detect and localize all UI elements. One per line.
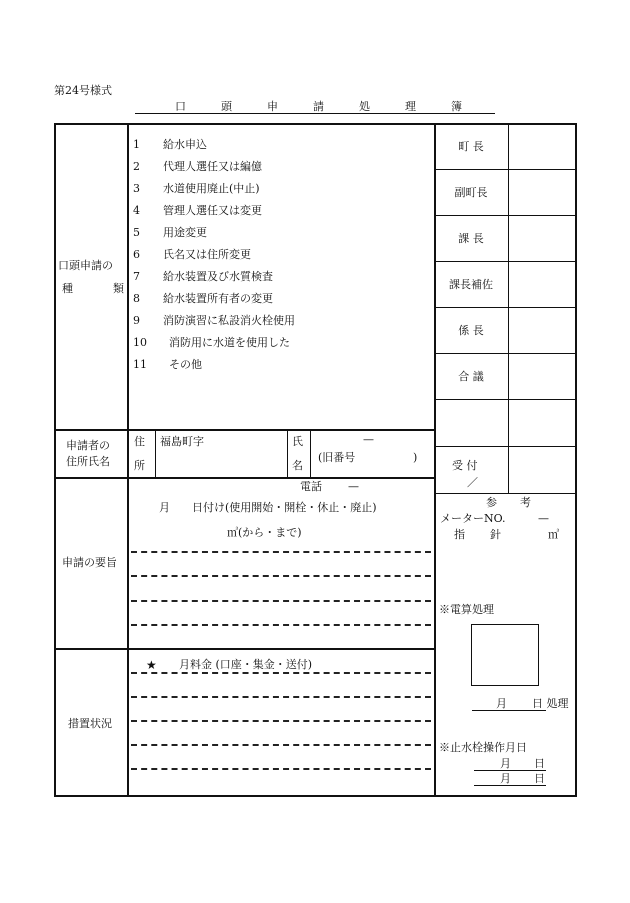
type-label: その他 — [169, 358, 202, 371]
address-label-bottom: 所 — [134, 459, 145, 472]
approval-assistant-chief: 課長補佐 — [449, 278, 493, 291]
measures-dotted-line[interactable] — [131, 768, 431, 770]
name-dash: — — [363, 433, 374, 446]
measures-dotted-line[interactable] — [131, 744, 431, 746]
divider — [310, 429, 311, 477]
hydrant-day-1: 日 — [534, 757, 545, 770]
divider — [127, 123, 129, 797]
types-label-line2a: 種 — [62, 282, 73, 295]
purpose-month: 月 — [159, 501, 170, 514]
hydrant-month-1: 月 — [500, 757, 511, 770]
purpose-dotted-line[interactable] — [131, 551, 431, 553]
purpose-label: 申請の要旨 — [62, 556, 117, 569]
type-label: 用途変更 — [163, 226, 207, 239]
stamp-box-section-chief[interactable] — [509, 216, 576, 261]
reading-label-b: 針 — [490, 528, 501, 541]
hydrant-month-2: 月 — [500, 772, 511, 785]
old-number-close: ) — [413, 451, 418, 464]
process-date-underline — [472, 710, 546, 711]
form-number: 第24号様式 — [54, 84, 112, 97]
measures-dotted-line[interactable] — [131, 672, 431, 674]
title-char: 簿 — [451, 100, 462, 113]
types-label-line2b: 類 — [113, 282, 124, 295]
approval-mayor: 町 長 — [458, 140, 484, 153]
phone-label: 電話 — [300, 480, 322, 493]
stamp-box-consultation[interactable] — [509, 354, 576, 399]
type-label: 消防用に水道を使用した — [169, 336, 290, 349]
title-char: 口 — [175, 100, 186, 113]
phone-dash: — — [348, 480, 359, 493]
hydrant-day-2: 日 — [534, 772, 545, 785]
reception-slash: ／ — [467, 476, 478, 489]
stamp-box-assistant-chief[interactable] — [509, 262, 576, 307]
process-month: 月 — [496, 697, 507, 710]
approval-deputy-mayor: 副町長 — [454, 186, 488, 199]
old-number-label: (旧番号 — [318, 451, 356, 464]
meter-dash: — — [538, 512, 549, 525]
star-icon: ★ — [146, 658, 157, 672]
divider — [287, 429, 288, 477]
measures-dotted-line[interactable] — [131, 720, 431, 722]
approval-section-chief: 課 長 — [458, 232, 484, 245]
divider — [434, 123, 436, 797]
address-label-top: 住 — [134, 435, 145, 448]
divider — [434, 399, 577, 400]
divider — [155, 429, 156, 477]
type-no: 11 — [133, 358, 147, 371]
stamp-box-subsection-chief[interactable] — [509, 308, 576, 353]
type-no: 3 — [133, 182, 140, 195]
name-label-bottom: 名 — [292, 459, 303, 472]
measures-fee: 月料金 (口座・集金・送付) — [179, 658, 313, 671]
measures-dotted-line[interactable] — [131, 696, 431, 698]
calc-stamp-box[interactable] — [471, 624, 539, 686]
form-title — [135, 100, 495, 114]
type-no: 5 — [133, 226, 140, 239]
type-label: 水道使用廃止(中止) — [163, 182, 260, 195]
meter-label: メーターNO. — [440, 512, 506, 525]
purpose-date-line: 日付け(使用開始・開栓・休止・廃止) — [192, 501, 377, 514]
process-day: 日 処理 — [532, 697, 569, 710]
stamp-box-deputy-mayor[interactable] — [509, 170, 576, 215]
title-char: 処 — [359, 100, 370, 113]
hydrant-underline-1 — [474, 770, 546, 771]
type-label: 給水申込 — [163, 138, 207, 151]
applicant-label-line2: 住所氏名 — [66, 455, 110, 468]
purpose-dotted-line[interactable] — [131, 624, 431, 626]
address-value[interactable]: 福島町字 — [160, 435, 204, 448]
divider — [434, 493, 577, 494]
approval-subsection-chief: 係 長 — [458, 324, 484, 337]
purpose-dotted-line[interactable] — [131, 575, 431, 577]
reading-label-a: 指 — [454, 528, 465, 541]
reference-title-a: 参 — [486, 496, 497, 509]
hydrant-underline-2 — [474, 785, 546, 786]
title-char: 頭 — [221, 100, 232, 113]
type-no: 6 — [133, 248, 140, 261]
divider — [54, 429, 434, 431]
type-no: 10 — [133, 336, 147, 349]
type-label: 管理人選任又は変更 — [163, 204, 262, 217]
calc-label: ※電算処理 — [439, 603, 494, 616]
title-char: 請 — [313, 100, 324, 113]
type-no: 9 — [133, 314, 140, 327]
hydrant-label: ※止水栓操作月日 — [439, 741, 527, 754]
approval-consultation: 合 議 — [458, 370, 484, 383]
divider — [434, 446, 577, 447]
stamp-box-mayor[interactable] — [509, 124, 576, 169]
type-label: 代理人選任又は編億 — [163, 160, 262, 173]
title-char: 申 — [267, 100, 278, 113]
type-label: 給水装置所有者の変更 — [163, 292, 273, 305]
type-no: 7 — [133, 270, 140, 283]
divider — [54, 648, 434, 650]
reception-label: 受 付 — [452, 459, 478, 472]
type-label: 氏名又は住所変更 — [163, 248, 251, 261]
reference-title-b: 考 — [520, 496, 531, 509]
type-no: 8 — [133, 292, 140, 305]
reading-unit: ㎥ — [548, 528, 559, 541]
title-char: 理 — [405, 100, 416, 113]
types-list — [133, 138, 428, 378]
measures-label: 措置状況 — [68, 717, 112, 730]
type-no: 1 — [133, 138, 140, 151]
divider — [54, 477, 434, 479]
purpose-volume: ㎥(から・まで) — [227, 526, 302, 539]
purpose-dotted-line[interactable] — [131, 600, 431, 602]
types-label-line1: 口頭申請の — [58, 259, 113, 272]
type-label: 消防演習に私設消火栓使用 — [163, 314, 295, 327]
type-label: 給水装置及び水質検査 — [163, 270, 273, 283]
name-label-top: 氏 — [292, 435, 303, 448]
type-no: 2 — [133, 160, 140, 173]
type-no: 4 — [133, 204, 140, 217]
title-underline — [135, 113, 495, 114]
applicant-label-line1: 申請者の — [66, 439, 110, 452]
